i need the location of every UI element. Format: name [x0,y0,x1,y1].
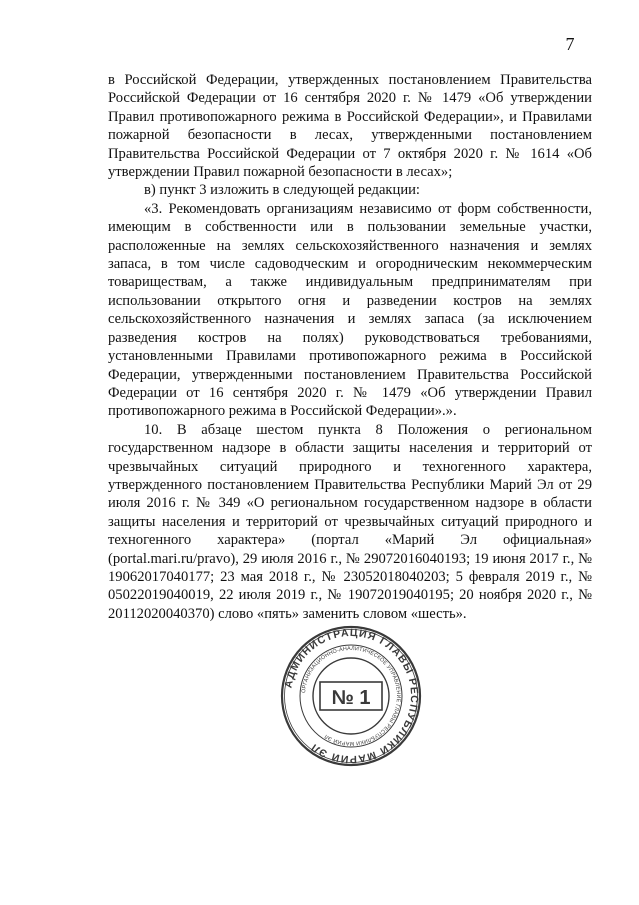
paragraph-subitem-v: в) пункт 3 изложить в следующей редакции: [144,182,420,199]
seal-number-label: № 1 [331,687,371,709]
body-text [108,71,592,623]
paragraph-item-10: 10. В абзаце шестом пункта 8 Положения о региональном государственном надзоре в области защиты населения и территорий от чрезвычайных ситуаций природного и техногенного характера, утвержденного постановлением Правительства Республики Марий Эл от 29 июля 2016 г. № 349 «О региональном государственном надзоре в области защиты населения и территорий от чрезвычайных ситуаций природного и техногенного характера» (портал «Марий Эл официальная» (portal.mari.ru/pravo), 29 июля 2016 г., № 29072016040193; 19 июня 2017 г., № 19062017040177; 23 мая 2018 г., № 23052018040203; 5 февраля 2019 г., № 05022019040019, 22 июля 2019 г., № 19072019040195; 20 ноября 2020 г., № 20112020040370) слово «пять» заменить словом «шесть». [108,421,592,622]
seal-outer-text: АДМИНИСТРАЦИЯ ГЛАВЫ РЕСПУБЛИКИ МАРИЙ ЭЛ [282,626,421,766]
page-number: 7 [565,34,575,54]
paragraph-continuation: в Российской Федерации, утвержденных постановлением Правительства Российской Федерации от 16 сентября 2020 г. № 1479 «Об утверждении Правил противопожарного режима в Российской Федерации», и Правилами пожарной безопасности в лесах, утвержденными постановлением Правительства Российской Федерации от 7 октября 2020 г. № 1614 «Об утверждении Правил пожарной безопасности в лесах»; [108,72,592,181]
official-seal-stamp [280,625,422,767]
seal-inner-text: ОРГАНИЗАЦИОННО-АНАЛИТИЧЕСКОЕ УПРАВЛЕНИЕ ГЛАВЫ РЕСПУБЛИКИ МАРИЙ ЭЛ [301,645,402,747]
paragraph-quoted-item-3: «3. Рекомендовать организациям независимо от форм собственности, имеющим в собственности или в пользовании земельные участки, расположенные на землях сельскохозяйственного назначения и землях запаса, в том числе садоводческим и огородническим некоммерческим товариществам, а также индивидуальным предпринимателям при использовании открытого огня и разведении костров на землях сельскохозяйственного назначения и землях запаса (за исключением разведения костров на полях) руководствоваться требованиями, установленными Правилами противопожарного режима в Российской Федерации, утвержденными постановлением Правительства Российской Федерации от 16 сентября 2020 г. № 1479 «Об утверждении Правил противопожарного режима в Российской Федерации».». [108,200,592,420]
